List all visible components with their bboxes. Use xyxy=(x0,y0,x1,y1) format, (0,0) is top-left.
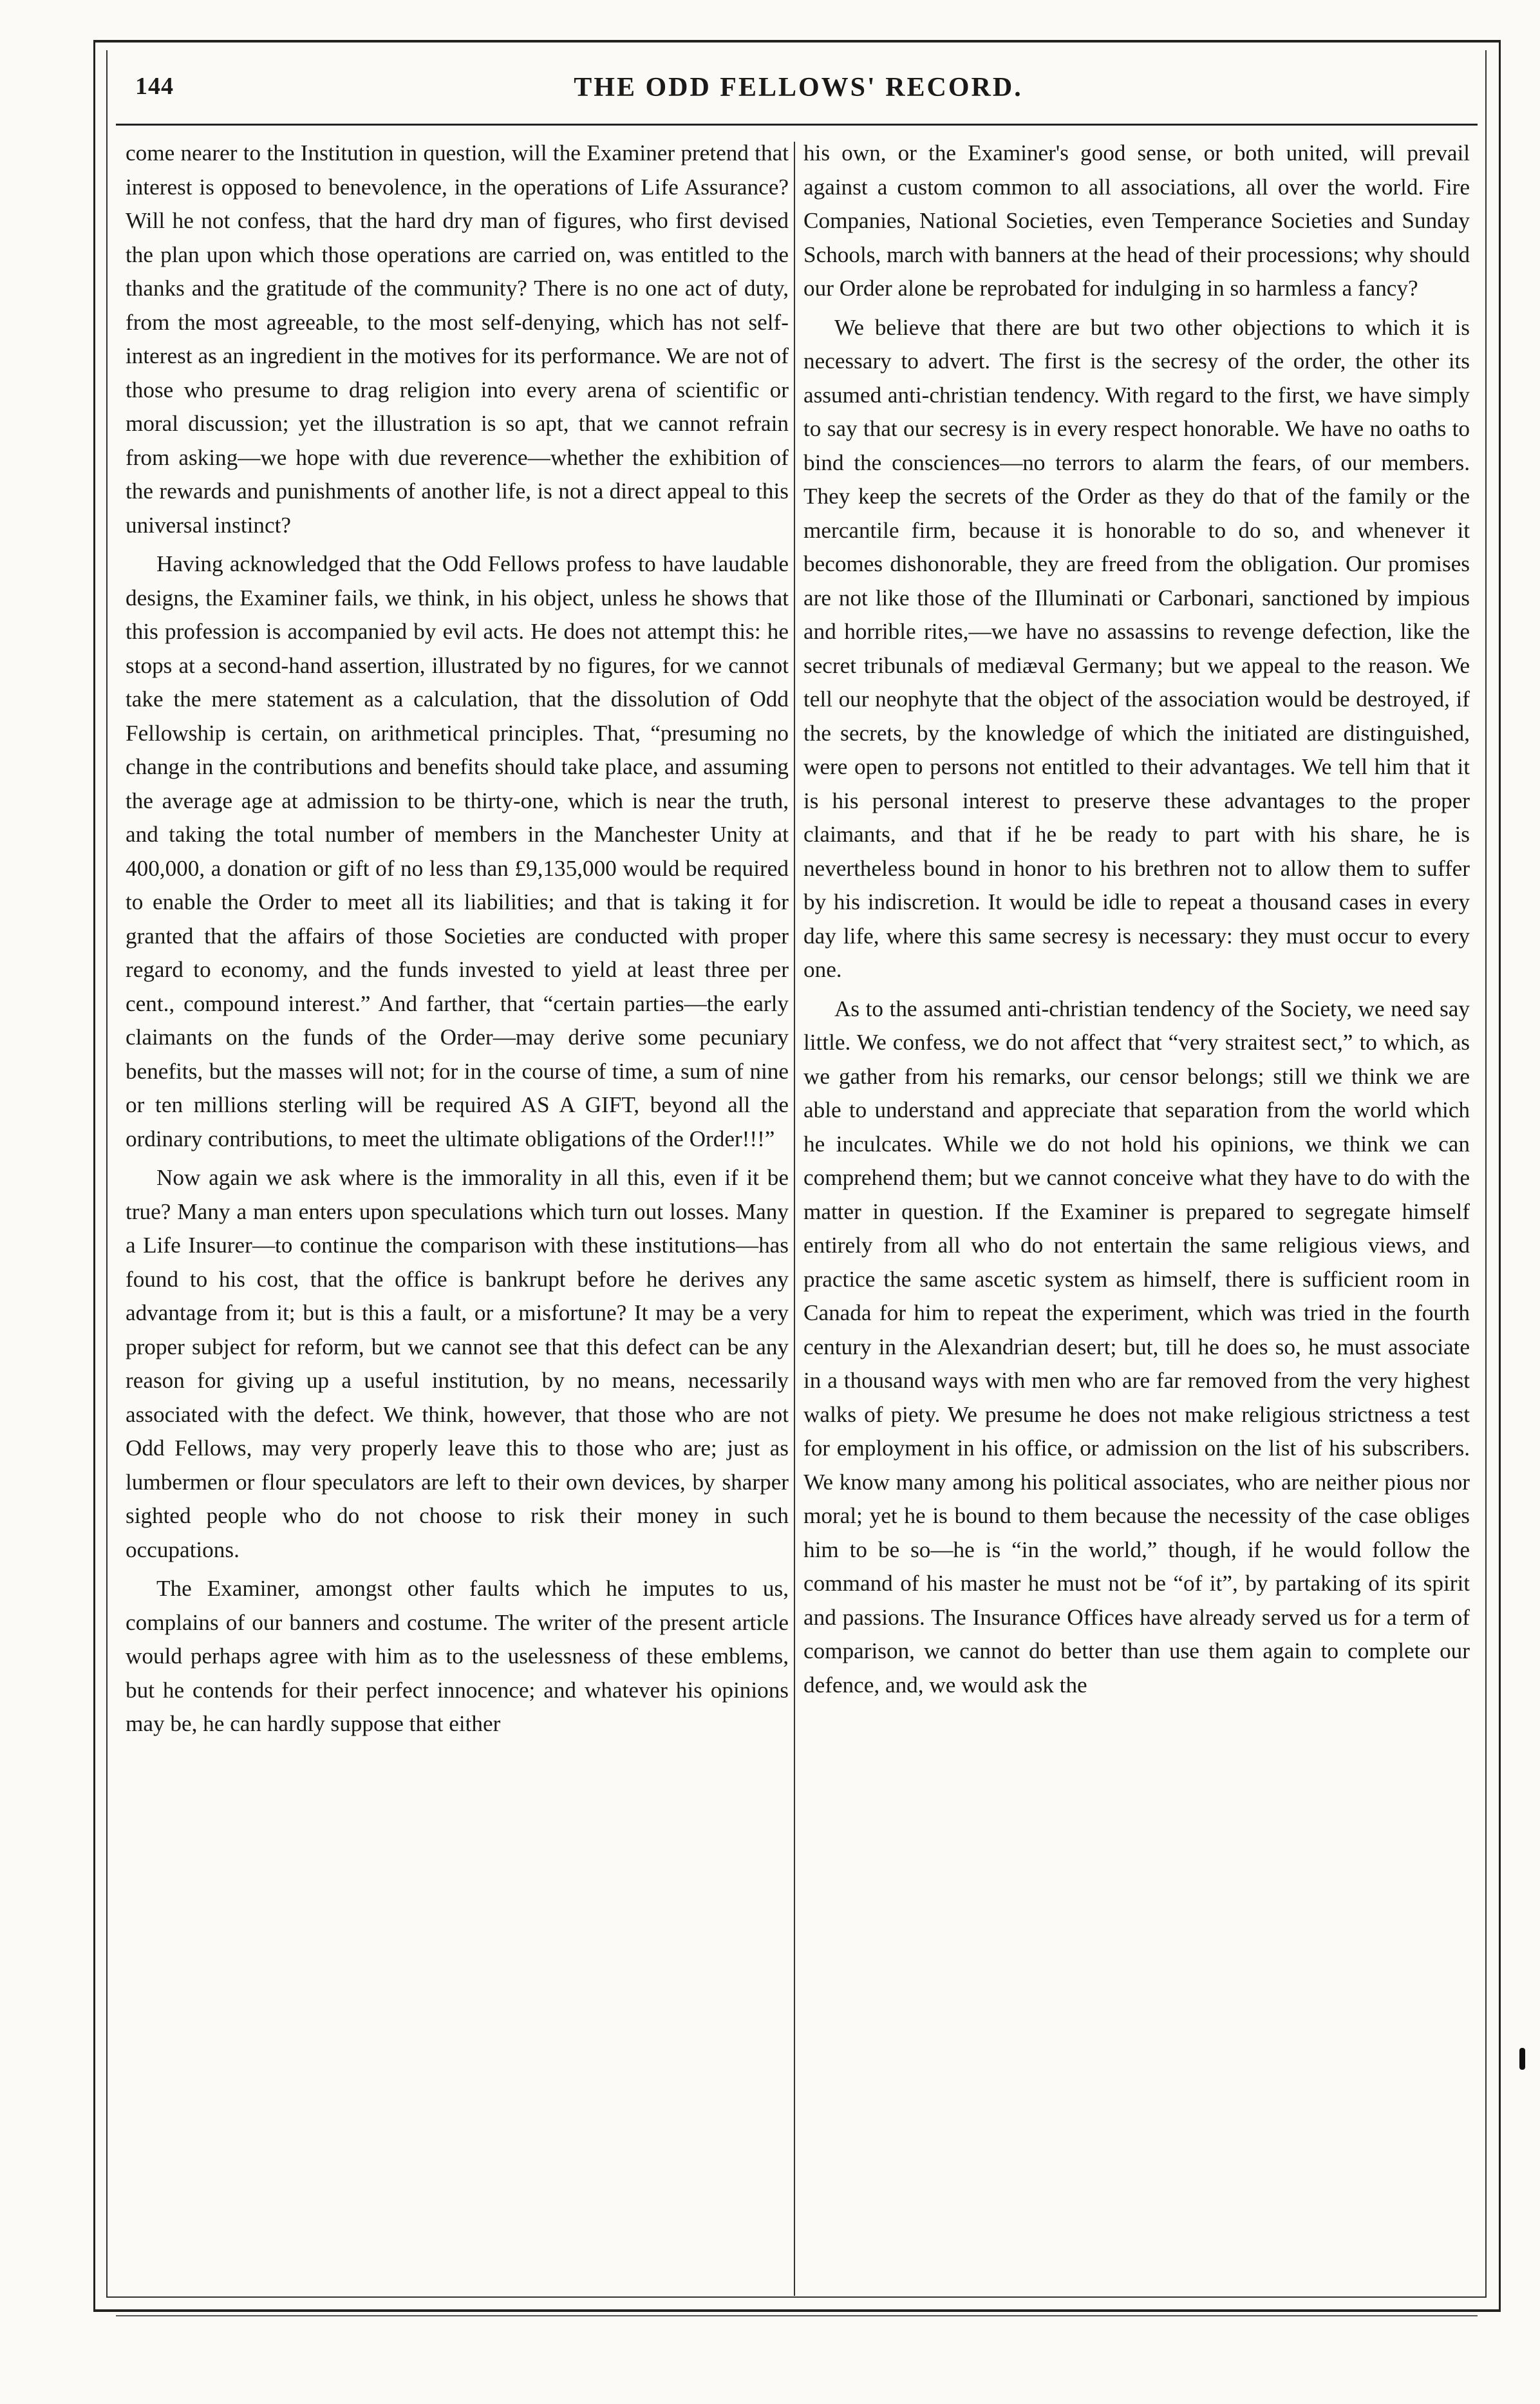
paragraph: The Examiner, amongst other faults which he imputes to us, complains of our banners and costume. The writer of the present article would perhaps agree with him as to the uselessness of these emblems, but he contends for their perfect innocence; and whatever his opinions may be, he can hardly suppose that either xyxy=(126,1576,789,1736)
running-title: THE ODD FELLOWS' RECORD. xyxy=(574,73,1023,102)
column-divider xyxy=(794,142,795,2296)
paragraph: come nearer to the Institution in question, will the Examiner pretend that interest is opposed to benevolence, in the operations of Life Assurance? Will he not confess, that the hard dry man of figures, who first devised the plan upon which those operations are carried on, was entitled to the thanks and the gratitude of the community? There is no one act of duty, from the most agreeable, to the most self-denying, which has not self-interest as an ingredient in the motives for its performance. We are not of those who presume to drag religion into every arena of scientific or moral discussion; yet the illustration is so apt, that we cannot refrain from asking—we hope with due reverence—whether the exhibition of the rewards and punishments of another life, is not a direct appeal to this universal instinct? xyxy=(126,140,789,538)
paragraph: We believe that there are but two other objections to which it is necessary to advert. The first is the secresy of the order, the other its assumed anti-christian tendency. With regard to the first, we have simply to say that our secresy is in every respect honorable. We have no oaths to bind the consciences—no terrors to alarm the fears, of our members. They keep the secrets of the Order as they do that of the family or the mercantile firm, because it is honorable to do so, and whenever it becomes dishonorable, they are freed from the obligation. Our promises are not like those of the Illuminati or Carbonari, sanctioned by impious and horrible rites,—we have no assassins to revenge defection, like the secret tribunals of mediæval Germany; but we appeal to the reason. We tell our neophyte that the object of the association would be destroyed, if the secrets, by the knowledge of which the initiated are distinguished, were open to persons not entitled to their advantages. We tell him that it is his personal interest to preserve these advantages to the proper claimants, and that if he be ready to part with his share, he is nevertheless bound in honor to his brethren not to allow them to suffer by his indiscretion. It would be idle to repeat a thousand cases in every day life, where this same secresy is necessary: they must occur to every one. xyxy=(803,314,1470,982)
left-column xyxy=(126,137,789,2287)
header-rule xyxy=(116,124,1478,126)
ink-mark xyxy=(1519,2048,1525,2070)
paragraph: As to the assumed anti-christian tendency of the Society, we need say little. We confess, we do not affect that “very straitest sect,” to which, as we gather from his remarks, our censor belongs; still we think we are able to understand and appreciate that separation from the world which he inculcates. While we do not hold his opinions, we think we can comprehend them; but we cannot conceive what they have to do with the matter in question. If the Examiner is prepared to segregate himself entirely from all who do not entertain the same religious views, and practice the same ascetic system as himself, there is sufficient room in Canada for him to repeat the experiment, which was tried in the fourth century in the Alexandrian desert; but, till he does so, he must associate in a thousand ways with men who are far removed from the very highest walks of piety. We presume he does not make religious strictness a test for employment in his office, or admission on the list of his subscribers. We know many among his political associates, who are neither pious nor moral; yet he is bound to them because the necessity of the case obliges him to be so—he is “in the world,” though, if he would follow the command of his master he must not be “of it”, by partaking of its spirit and passions. The Insurance Offices have already served us for a term of comparison, we cannot do better than use them again to complete our defence, and, we would ask the xyxy=(803,996,1470,1698)
page-header xyxy=(135,72,1461,117)
paragraph: his own, or the Examiner's good sense, or both united, will prevail against a custom common to all associations, all over the world. Fire Companies, National Societies, even Temperance Societies and Sunday Schools, march with banners at the head of their processions; why should our Order alone be reprobated for indulging in so harmless a fancy? xyxy=(803,140,1470,301)
right-column xyxy=(803,137,1470,2287)
page-number: 144 xyxy=(135,73,174,100)
bottom-rule xyxy=(116,2315,1478,2316)
paragraph: Having acknowledged that the Odd Fellows profess to have laudable designs, the Examiner fails, we think, in his object, unless he shows that this profession is accompanied by evil acts. He does not attempt this: he stops at a second-hand assertion, illustrated by no figures, for we cannot take the mere statement as a calculation, that the dissolution of Odd Fellowship is certain, on arithmetical principles. That, “presuming no change in the contributions and benefits should take place, and assuming the average age at admission to be thirty-one, which is near the truth, and taking the total number of members in the Manchester Unity at 400,000, a donation or gift of no less than £9,135,000 would be required to enable the Order to meet all its liabilities; and that is taking it for granted that the affairs of those Societies are conducted with proper regard to economy, and the funds invested to yield at least three per cent., compound interest.” And farther, that “certain parties—the early claimants on the funds of the Order—may derive some pecuniary benefits, but the masses will not; for in the course of time, a sum of nine or ten millions sterling will be required AS A GIFT, beyond all the ordinary contributions, to meet the ultimate obligations of the Order!!!” xyxy=(126,551,789,1151)
paragraph: Now again we ask where is the immorality in all this, even if it be true? Many a man enters upon speculations which turn out losses. Many a Life Insurer—to continue the comparison with these institutions—has found to his cost, that the office is bankrupt before he derives any advantage from it; but is this a fault, or a misfortune? It may be a very proper subject for reform, but we cannot see that this defect can be any reason for giving up a useful institution, by no means, necessarily associated with the defect. We think, however, that those who are not Odd Fellows, may very properly leave this to those who are; just as lumbermen or flour speculators are left to their own devices, by sharper sighted people who do not choose to risk their money in such occupations. xyxy=(126,1165,789,1562)
